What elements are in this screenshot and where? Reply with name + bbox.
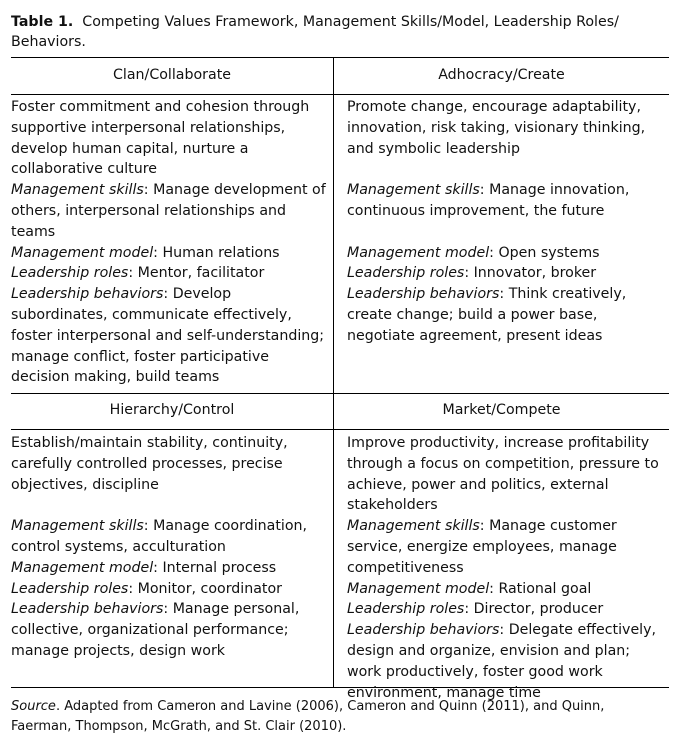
header-market: Market/Compete <box>442 402 561 418</box>
middle-rule <box>11 393 669 394</box>
cell-market <box>347 433 667 703</box>
top-rule <box>11 57 669 58</box>
clan-behaviors: Leadership behaviors: Develop subordinates, communicate effectively, foster interpersonal and self-understanding; manage conflict, foster participative decision making, build teams <box>11 286 325 386</box>
second-header-rule <box>11 429 669 430</box>
hierarchy-skills: Management skills: Manage coordination, control systems, acculturation <box>11 518 308 555</box>
adhocracy-model: Management model: Open systems <box>347 244 600 261</box>
table-title: Competing Values Framework, Management Skills/Model, Leadership Roles/ Behaviors. <box>11 14 619 50</box>
adhocracy-skills: Management skills: Manage innovation, continuous improvement, the future <box>347 182 630 219</box>
hierarchy-behaviors: Leadership behaviors: Manage personal, collective, organizational performance; manage projects, design work <box>11 601 300 659</box>
header-rule <box>11 94 669 95</box>
cell-adhocracy <box>347 97 667 347</box>
market-roles: Leadership roles: Director, producer <box>347 601 604 618</box>
column-divider <box>333 58 334 687</box>
market-model: Management model: Rational goal <box>347 580 592 597</box>
clan-model: Management model: Human relations <box>11 244 280 261</box>
source-label: Source <box>11 699 56 714</box>
market-behaviors: Leadership behaviors: Delegate effectively, design and organize, envision and plan; work productively, foster good work environment, manage time <box>347 622 657 701</box>
header-adhocracy: Adhocracy/Create <box>438 67 565 83</box>
source-note <box>11 697 661 736</box>
cell-clan <box>11 97 327 388</box>
table-label: Table 1. <box>11 14 74 30</box>
hierarchy-roles: Leadership roles: Monitor, coordinator <box>11 580 283 597</box>
clan-description: Foster commitment and cohesion through supportive interpersonal relationships, develop human capital, nurture a collaborative culture <box>11 99 310 178</box>
clan-skills: Management skills: Manage development of others, interpersonal relationships and teams <box>11 182 326 240</box>
adhocracy-roles: Leadership roles: Innovator, broker <box>347 265 597 282</box>
market-skills: Management skills: Manage customer service, energize employees, manage competitiveness <box>347 518 617 576</box>
table-caption <box>11 12 661 52</box>
source-text: . Adapted from Cameron and Lavine (2006), Cameron and Quinn (2011), and Quinn, Faerman, Thompson, McGrath, and St. Clair (2010). <box>11 699 605 734</box>
hierarchy-description: Establish/maintain stability, continuity, carefully controlled processes, precise objectives, discipline <box>11 435 288 493</box>
clan-roles: Leadership roles: Mentor, facilitator <box>11 265 265 282</box>
hierarchy-model: Management model: Internal process <box>11 559 277 576</box>
header-clan: Clan/Collaborate <box>113 67 231 83</box>
cell-hierarchy <box>11 433 327 662</box>
adhocracy-behaviors: Leadership behaviors: Think creatively, create change; build a power base, negotiate agreement, present ideas <box>347 286 627 344</box>
header-hierarchy: Hierarchy/Control <box>109 402 235 418</box>
market-description: Improve productivity, increase profitability through a focus on competition, pressure to achieve, power and politics, external stakeholders <box>347 435 659 514</box>
adhocracy-description: Promote change, encourage adaptability, innovation, risk taking, visionary thinking, and symbolic leadership <box>347 99 646 157</box>
